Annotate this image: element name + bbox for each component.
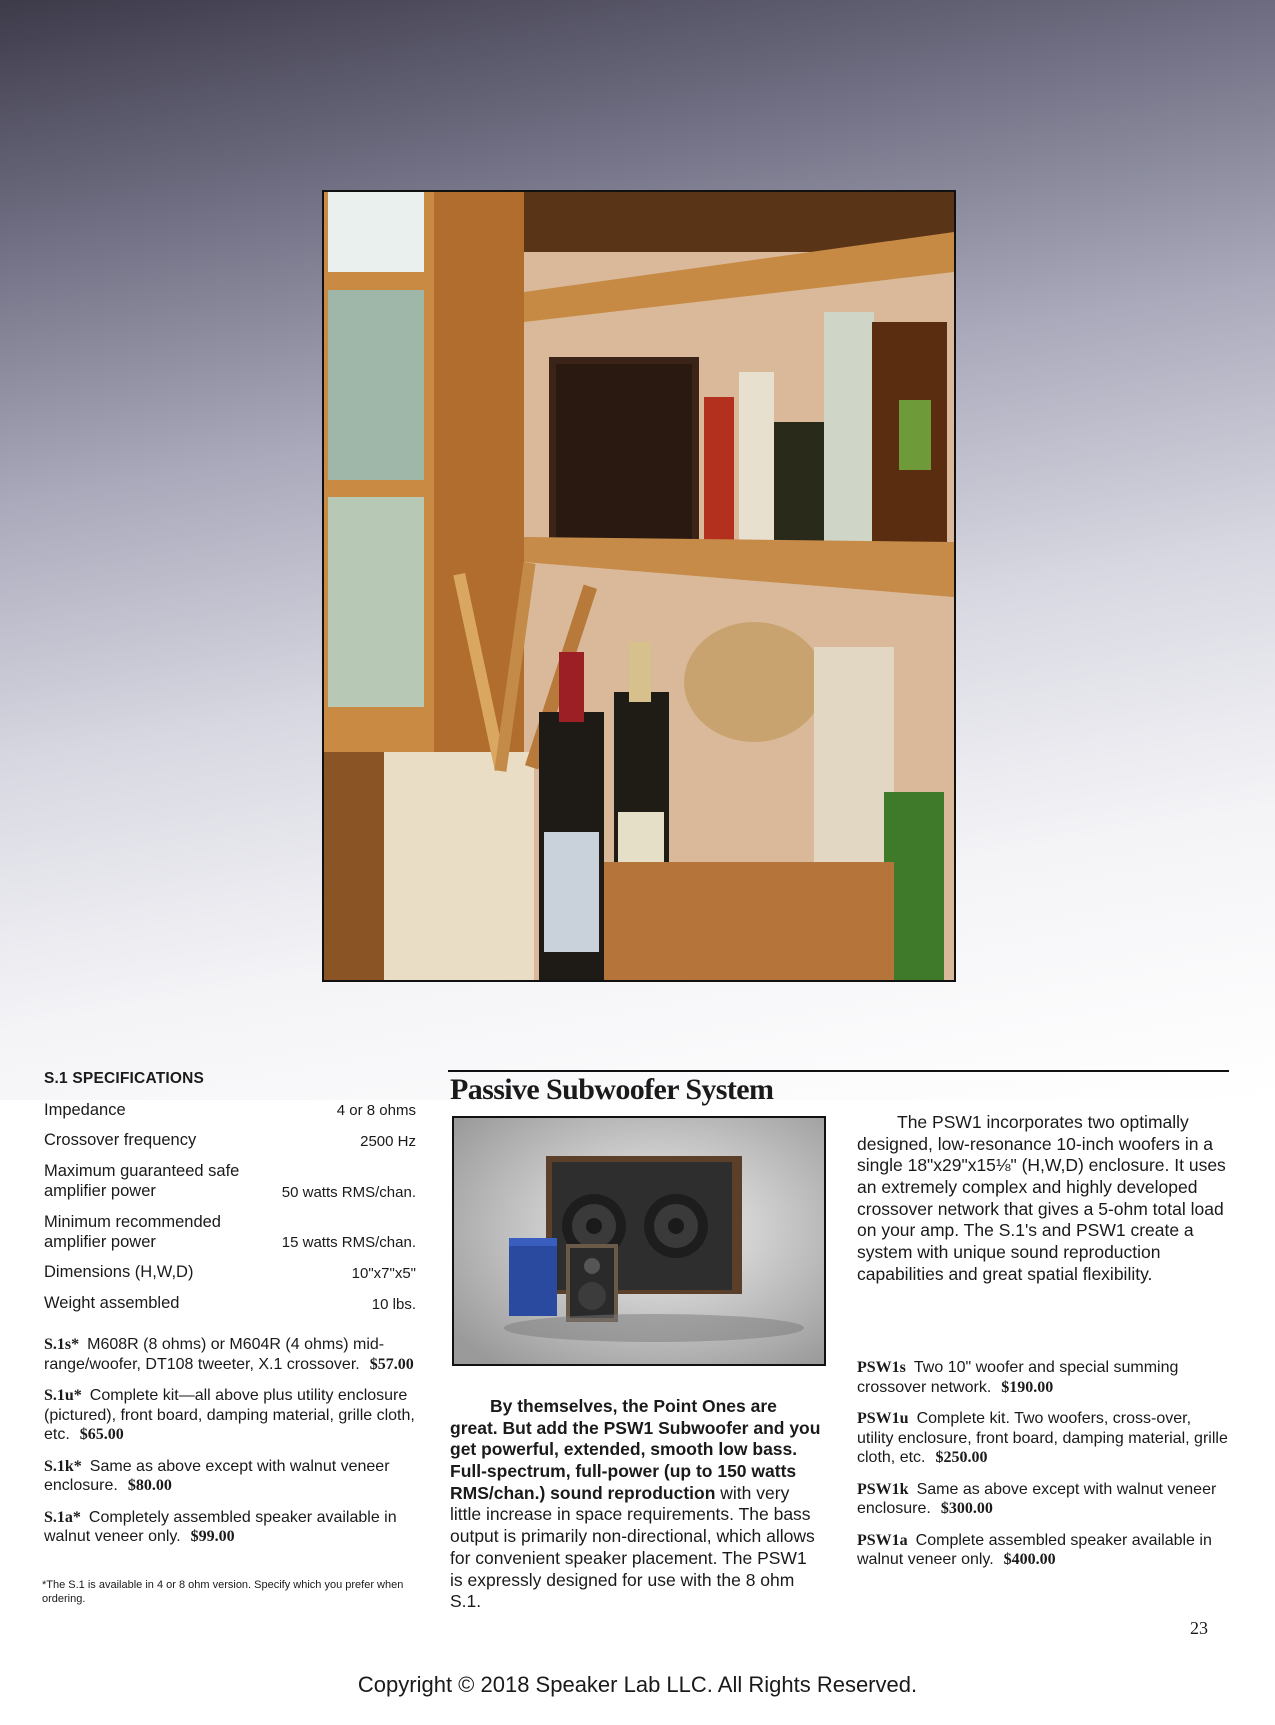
spec-value: 15 watts RMS/chan. bbox=[281, 1234, 416, 1252]
spec-row-crossover-frequency bbox=[44, 1131, 416, 1151]
product-price: $57.00 bbox=[369, 1355, 414, 1373]
subwoofer-photo bbox=[452, 1116, 826, 1366]
spec-row-min-power bbox=[44, 1213, 416, 1253]
product-price: $300.00 bbox=[940, 1500, 993, 1518]
product-price: $99.00 bbox=[190, 1528, 235, 1546]
psw1-description bbox=[857, 1112, 1229, 1286]
product-code: PSW1k bbox=[857, 1480, 909, 1498]
product-code: S.1k* bbox=[44, 1457, 82, 1475]
price-item-psw1u bbox=[857, 1409, 1229, 1468]
footnote: *The S.1 is available in 4 or 8 ohm version. Specify which you prefer when ordering. bbox=[42, 1579, 404, 1606]
price-item-psw1s bbox=[857, 1358, 1229, 1397]
product-price: $400.00 bbox=[1003, 1551, 1056, 1569]
product-price: $65.00 bbox=[79, 1426, 124, 1444]
product-description: Two 10" woofer and special summing crossover network. bbox=[857, 1359, 1179, 1396]
psw1-paragraph: The PSW1 incorporates two optimally designed, low-resonance 10-inch woofers in a single 18"x29"x15⅛" (H,W,D) enclosure. It uses an extremely complex and highly developed crossover network that gives a 5-ohm total load on your amp. The S.1's and PSW1 create a system with unique sound reproduction capabilities and great spatial flexibility. bbox=[857, 1112, 1226, 1284]
product-description: M608R (8 ohms) or M604R (4 ohms) mid-range/woofer, DT108 tweeter, X.1 crossover. bbox=[44, 1336, 385, 1373]
price-item-s1u bbox=[44, 1386, 416, 1445]
spec-label: Weight assembled bbox=[44, 1294, 180, 1313]
price-item-psw1k bbox=[857, 1480, 1229, 1519]
product-description: Completely assembled speaker available in walnut veneer only. bbox=[44, 1508, 397, 1546]
spec-value: 4 or 8 ohms bbox=[336, 1102, 416, 1120]
spec-label: Minimum recommended amplifier power bbox=[44, 1212, 221, 1251]
body-lead: By themselves, the Point Ones are great. But add the PSW1 Subwoofer and you get powerful, extended, smooth low bass. Full-spectrum, full-power (up to 150 watts RMS/chan.) sound reproduction bbox=[450, 1396, 821, 1503]
spec-label: Maximum guaranteed safe amplifier power bbox=[44, 1162, 240, 1200]
spec-value: 50 watts RMS/chan. bbox=[281, 1183, 416, 1201]
product-description: Same as above except with walnut veneer enclosure. bbox=[44, 1457, 390, 1495]
spec-row-dimensions bbox=[44, 1263, 416, 1283]
product-code: S.1s* bbox=[44, 1336, 80, 1353]
spec-row-max-power bbox=[44, 1162, 416, 1202]
product-code: PSW1a bbox=[857, 1531, 908, 1549]
spec-row-impedance bbox=[44, 1101, 416, 1121]
specs-heading: S.1 SPECIFICATIONS bbox=[44, 1070, 205, 1087]
product-price: $250.00 bbox=[935, 1449, 988, 1467]
price-item-s1k bbox=[44, 1457, 416, 1496]
spec-row-weight bbox=[44, 1294, 416, 1314]
product-description: Same as above except with walnut veneer enclosure. bbox=[857, 1480, 1217, 1518]
product-code: PSW1s bbox=[857, 1359, 906, 1376]
spec-label: Crossover frequency bbox=[44, 1131, 197, 1150]
s1-price-list bbox=[44, 1335, 416, 1559]
price-item-s1s bbox=[44, 1335, 416, 1374]
section-title: Passive Subwoofer System bbox=[450, 1073, 774, 1106]
psw1-price-list bbox=[857, 1358, 1229, 1582]
price-item-psw1a bbox=[857, 1531, 1229, 1570]
body-rest: with very little increase in space requirements. The bass output is primarily non-directional, which allows for convenient speaker placement. The PSW1 is expressly designed for use with the 8 ohm S.1. bbox=[450, 1482, 815, 1612]
product-code: S.1a* bbox=[44, 1508, 81, 1526]
spec-value: 10"x7"x5" bbox=[351, 1265, 416, 1283]
copyright-notice: Copyright © 2018 Speaker Lab LLC. All Rights Reserved. bbox=[357, 1672, 918, 1697]
product-description: Complete kit—all above plus utility enclosure (pictured), front board, damping material, grille cloth, etc. bbox=[44, 1387, 415, 1444]
price-item-s1a bbox=[44, 1508, 416, 1547]
product-price: $190.00 bbox=[1001, 1378, 1054, 1396]
spec-value: 2500 Hz bbox=[360, 1133, 416, 1151]
product-code: PSW1u bbox=[857, 1410, 909, 1428]
spec-label: Impedance bbox=[44, 1100, 126, 1119]
spec-label: Dimensions (H,W,D) bbox=[44, 1263, 194, 1282]
product-description: Complete kit. Two woofers, cross-over, utility enclosure, front board, damping material, grille cloth, etc. bbox=[857, 1410, 1228, 1467]
page-number: 23 bbox=[1190, 1618, 1208, 1638]
kitchen-photo bbox=[322, 190, 956, 982]
product-price: $80.00 bbox=[127, 1477, 172, 1495]
spec-value: 10 lbs. bbox=[371, 1295, 416, 1313]
section-rule bbox=[448, 1070, 1229, 1072]
s1-specifications bbox=[44, 1070, 416, 1325]
subwoofer-description bbox=[450, 1396, 822, 1613]
product-description: Complete assembled speaker available in walnut veneer only. bbox=[857, 1531, 1212, 1569]
product-code: S.1u* bbox=[44, 1387, 82, 1405]
